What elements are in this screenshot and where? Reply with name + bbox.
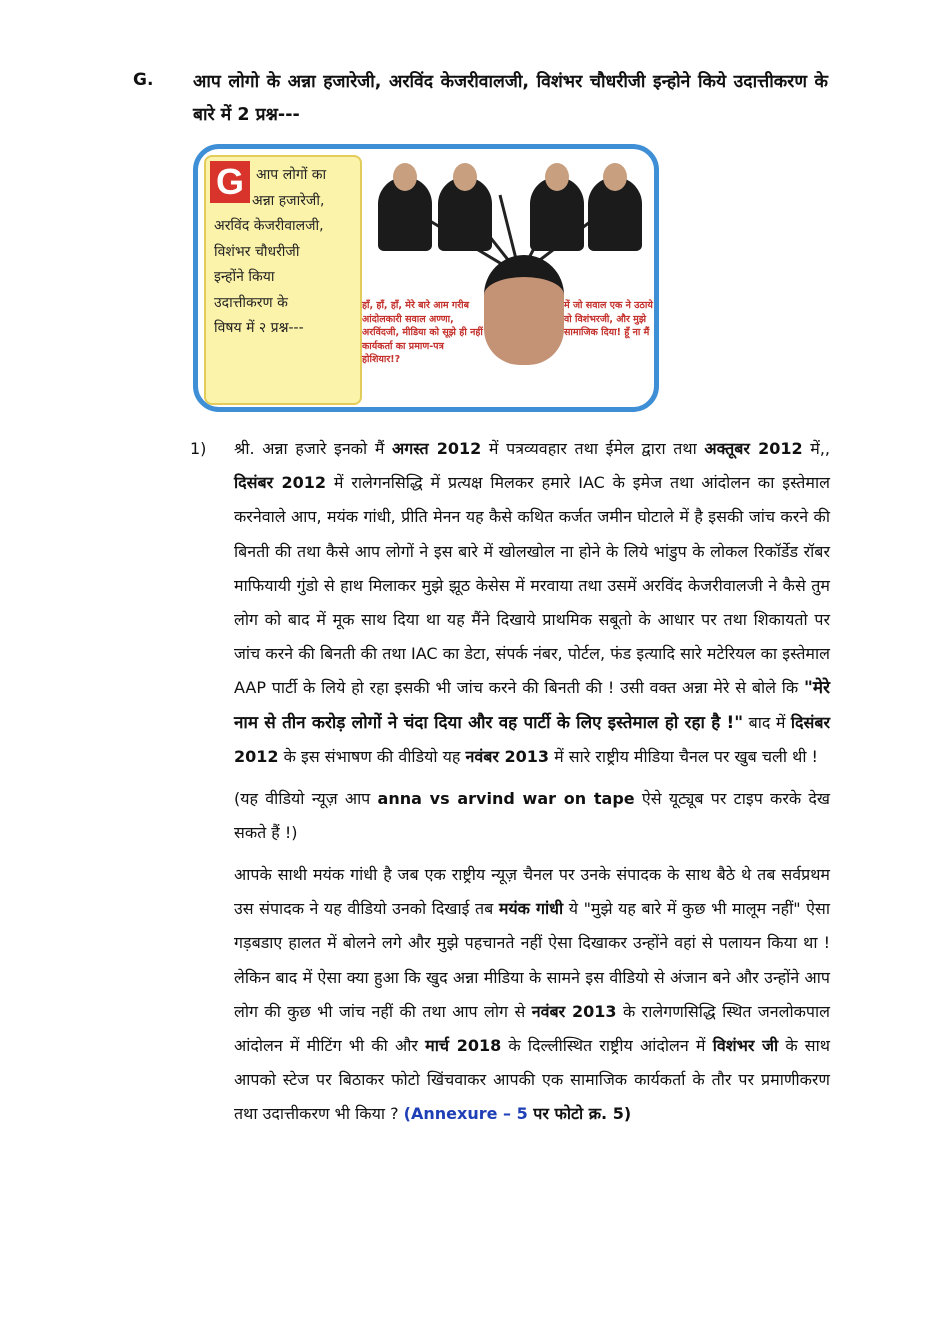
section-heading: [133, 66, 828, 132]
banner-line: विषय में २ प्रश्न---: [214, 320, 304, 336]
banner-line: अन्ना हजारेजी,: [252, 192, 325, 209]
date-highlight: अक्तूबर 2012: [704, 439, 803, 458]
quote-highlight: "मेरे नाम से तीन करोड़ लोगों ने चंदा दिया और वह पार्टी के लिए इस्तेमाल हो रहा है !": [234, 678, 830, 733]
date-highlight: नवंबर 2013: [465, 746, 550, 766]
text-run: में रालेगनसिद्धि में प्रत्यक्ष मिलकर हमारे IAC के इमेज तथा आंदोलन का इस्तेमाल करनेवाले आप, मयंक गांधी, प्रीति मेनन यह कैसे कथित कर्जत जमीन घोटाले में है इसकी जांच करने की बिनती की तथा कैसे आप लोगों ने इस बारे में खोलखोल ना होने के लिये भांडुप के लोकल रिकॉर्डेड रॉबर माफियायी गुंडो से हाथ मिलाकर मुझे झूठ केसेस में मरवाया तथा उसमें अरविंद केजरीवालजी ने कैसे तुम लोग को बाद में मूक साथ दिया था यह मैंने दिखाये प्राथमिक सबूतो के आधार पर तथा शिकायतो पर जांच करने की बिनती की तथा IAC का डेटा, संपर्क नंबर, पोर्टल, फंड इत्यादि सारे मटेरियल का इस्तेमाल AAP पार्टी के लिये हो रहा इसकी भी जांच करने की बिनती की ! उसी वक्त अन्ना मेरे से बोले कि: [234, 473, 830, 698]
person-figure-icon: [588, 177, 642, 251]
text-run: में पत्रव्यवहार तथा ईमेल द्वारा तथा: [481, 439, 705, 458]
banner-line: विशंभर चौधरीजी: [214, 243, 300, 260]
person-figure-icon: [378, 177, 432, 251]
paragraph-1: [234, 432, 830, 774]
item-number: 1): [190, 439, 207, 458]
banner-line: आप लोगों का: [256, 167, 327, 183]
date-highlight: नवंबर 2013: [531, 1001, 617, 1021]
date-highlight: मार्च 2018: [425, 1036, 502, 1056]
banner-line: अरविंद केजरीवालजी,: [214, 218, 324, 234]
list-item: [190, 432, 830, 1132]
banner-text-panel: [204, 155, 362, 405]
caption-left: हाँ, हाँ, हाँ, मेरे बारे आम गरीब आंदोलकारी सवाल अण्णा, अरविंदजी, मीडिया को सूझे ही नहीं कार्यकर्ता का प्रमाण-पत्र होशियार!?: [362, 300, 483, 365]
text-run: (यह वीडियो न्यूज़ आप: [234, 789, 378, 809]
name-highlight: मयंक गांधी: [498, 899, 564, 919]
section-title: आप लोगो के अन्ना हजारेजी, अरविंद केजरीवालजी, विशंभर चौधरीजी इन्होने किये उदात्तीकरण के बारे में 2 प्रश्न---: [193, 72, 828, 125]
text-run: के साथ आपको स्टेज पर बिठाकर फोटो खिंचवाकर आपकी एक सामाजिक कार्यकर्ता के तौर पर प्रमाणीकरण तथा उदात्तीकरण भी किया ?: [234, 1036, 830, 1124]
search-term: anna vs arvind war on tape: [377, 789, 635, 809]
name-highlight: विशंभर जी: [712, 1036, 779, 1056]
date-highlight: अगस्त 2012: [392, 439, 482, 458]
banner-lines: [214, 163, 360, 342]
person-figure-icon: [530, 177, 584, 251]
date-highlight: दिसंबर 2012: [234, 473, 327, 493]
text-run: बाद में: [743, 712, 791, 732]
caption-right: में जो सवाल एक ने उठाये वो विशंभरजी, और मुझे सामाजिक दिया! हूँ ना मैं: [564, 300, 653, 338]
banner-line: इन्होंने किया: [214, 269, 275, 285]
section-letter: G.: [133, 70, 154, 90]
text-run: के रालेगणसिद्धि स्थित जनलोकपाल आंदोलन में मीटिंग भी की और: [234, 1001, 830, 1056]
text-run: में सारे राष्ट्रीय मीडिया चैनल पर खुब चली थी !: [549, 746, 818, 766]
person-figure-icon: [438, 177, 492, 251]
banner-line: उदात्तीकरण के: [214, 294, 288, 311]
photo-reference: पर फोटो क्र. 5): [527, 1104, 632, 1124]
text-run: आपके साथी मयंक गांधी है जब एक राष्ट्रीय न्यूज़ चैनल पर उनके संपादक के साथ बैठे थे तब सर्वप्रथम उस संपादक ने यह वीडियो उनको दिखाई तब: [234, 865, 830, 919]
text-run: श्री. अन्ना हजारे इनको मैं: [234, 439, 393, 458]
text-run: ऐसे यूट्यूब पर टाइप करके देख सकते हैं !): [234, 789, 831, 843]
paragraph-2: [234, 782, 830, 850]
banner-illustration: [360, 155, 653, 401]
annexure-reference: (Annexure – 5: [403, 1104, 528, 1124]
date-highlight: दिसंबर 2012: [234, 712, 830, 766]
face-photo-icon: [484, 255, 564, 365]
text-run: के दिल्लीस्थित राष्ट्रीय आंदोलन में: [501, 1036, 713, 1056]
text-run: के इस संभाषण की वीडियो यह: [278, 746, 466, 766]
paragraph-3: [234, 858, 830, 1132]
text-run: ये "मुझे यह बारे में कुछ भी मालूम नहीं" ऐसा गड़बडाए हालत में बोलने लगे और मुझे पहचानते नहीं ऐसा दिखाकर उन्होंने वहां से पलायन किया था ! लेकिन बाद में ऐसा क्या हुआ कि खुद अन्ना मीडिया के सामने इस वीडियो से अंजान बने और उन्होंने आप लोग की कुछ भी जांच नहीं की तथा आप लोग से: [234, 899, 830, 1021]
text-run: में,,: [802, 439, 831, 458]
banner-letter: G: [210, 161, 250, 203]
illustration-banner: [193, 144, 659, 412]
